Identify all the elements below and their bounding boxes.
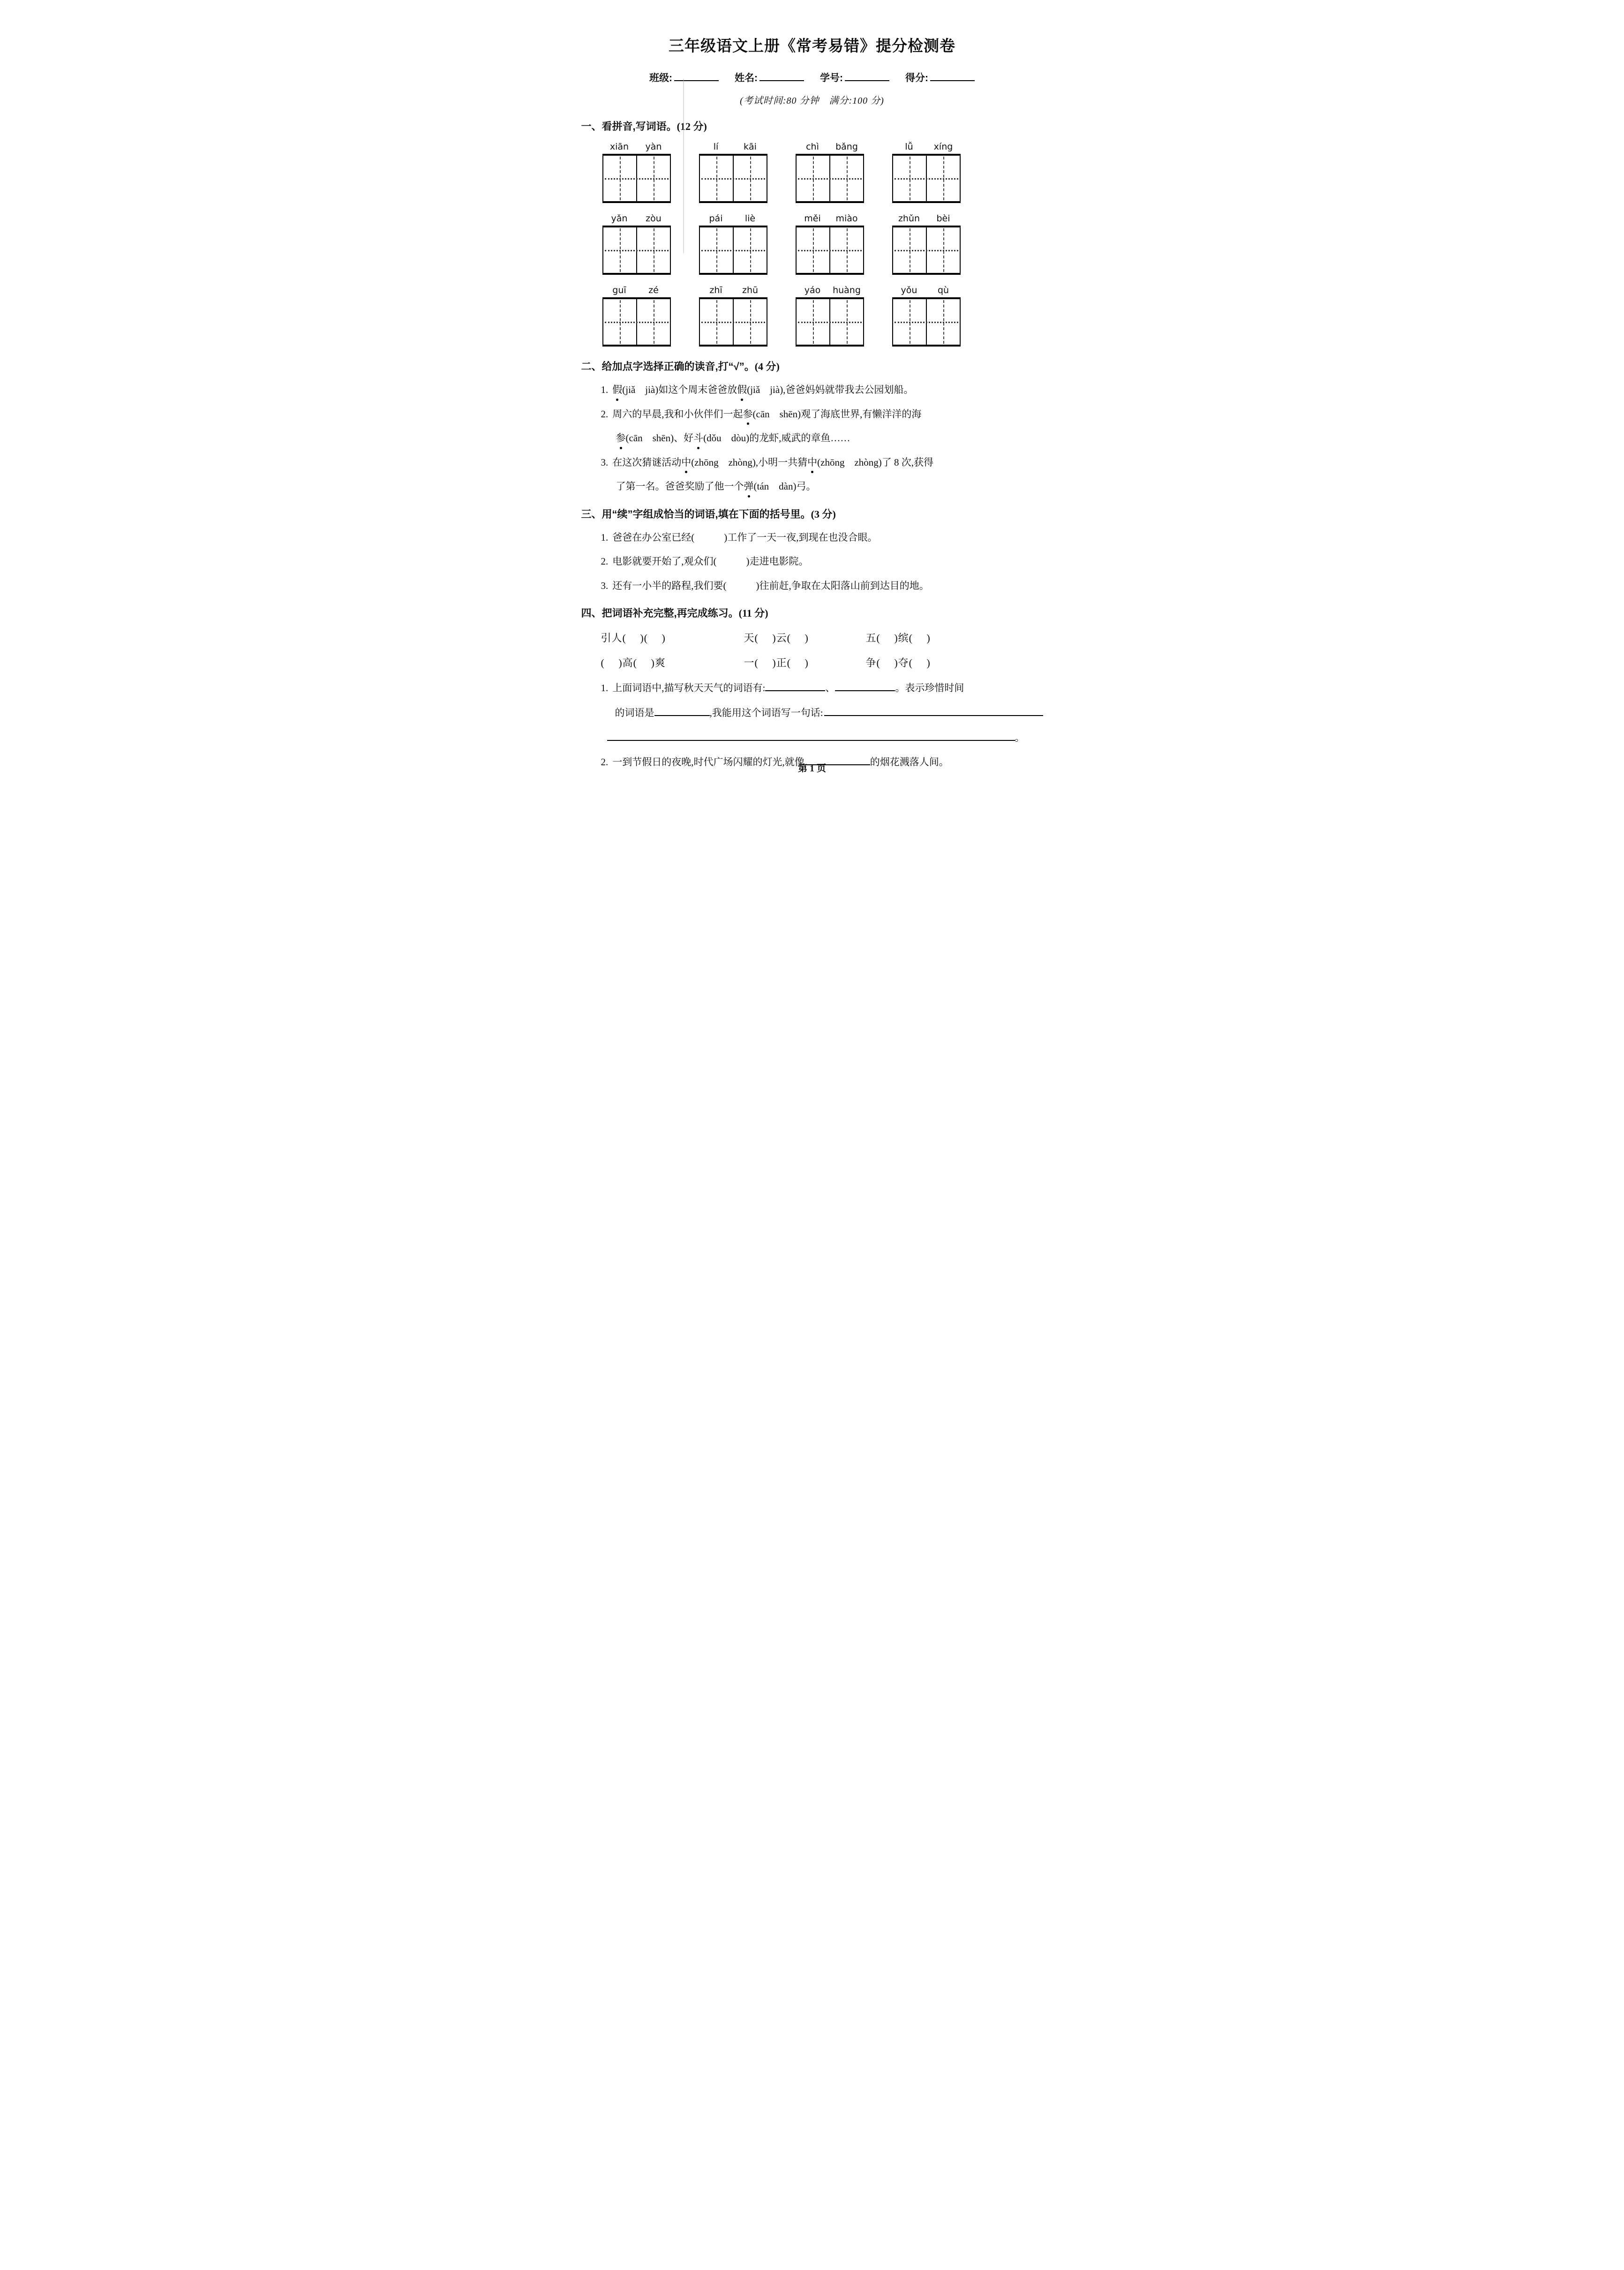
pinyin-group	[699, 142, 767, 203]
pinyin-labels	[892, 285, 961, 295]
item-number: 2.	[601, 556, 609, 567]
item-text: (zhōng zhòng)了 8 次,获得	[817, 456, 934, 468]
item-text: 。表示珍惜时间	[895, 682, 964, 694]
question-item	[601, 554, 1043, 569]
section3-heading-text: 三、用“续”字组成恰当的词语,填在下面的括号里。	[581, 508, 811, 520]
emphasized-char: 参	[616, 430, 626, 446]
student-number-blank[interactable]	[845, 70, 889, 81]
idiom-blank-item: ( )高( )爽	[601, 657, 666, 669]
writing-cell[interactable]	[926, 156, 960, 201]
item-text: 的词语是	[615, 707, 654, 719]
class-field	[649, 70, 719, 84]
student-number-field	[820, 70, 889, 84]
writing-cell[interactable]	[636, 156, 670, 201]
item-text: 了第一名。爸爸奖励了他一个	[616, 481, 744, 492]
pinyin-labels	[602, 213, 671, 224]
emphasized-char: 中	[807, 455, 817, 470]
writing-cell[interactable]	[797, 299, 829, 345]
pinyin-group	[796, 285, 864, 347]
writing-cell[interactable]	[733, 227, 767, 273]
exam-meta: (考试时间:80 分钟 满分:100 分)	[740, 96, 884, 106]
answer-blank[interactable]	[607, 730, 1015, 741]
item-text: 上面词语中,描写秋天天气的词语有:	[612, 682, 766, 694]
item-line	[616, 479, 1043, 494]
writing-cell[interactable]	[797, 227, 829, 273]
pinyin-syllable: yàn	[645, 142, 662, 152]
writing-grid	[892, 154, 961, 203]
item-text: (cān shēn)、好	[625, 432, 694, 444]
pinyin-syllable: zhǔn	[898, 213, 920, 224]
writing-cell[interactable]	[603, 156, 636, 201]
item-text: 。	[1015, 732, 1025, 743]
pinyin-labels	[699, 285, 767, 295]
section2-heading-text: 二、给加点字选择正确的读音,打“√”。	[581, 361, 755, 373]
section1-heading	[581, 119, 1043, 133]
question-item	[581, 407, 1043, 446]
pinyin-group	[602, 285, 671, 347]
section4-heading-text: 四、把词语补充完整,再完成练习。	[581, 607, 739, 619]
class-blank[interactable]	[674, 70, 719, 81]
item-line	[601, 407, 1043, 422]
pinyin-syllable: liè	[744, 213, 756, 224]
pinyin-group	[699, 285, 767, 347]
score-label: 得分:	[905, 73, 928, 84]
item-text: (jiǎ jià)如这个周末爸爸放	[622, 384, 737, 396]
item-text: (zhōng zhòng),小明一共猜	[691, 456, 808, 468]
item-text: ,我能用这个词语写一句话:	[709, 707, 823, 719]
page-title: 三年级语文上册《常考易错》提分检测卷	[669, 38, 955, 55]
writing-cell[interactable]	[603, 299, 636, 345]
writing-grid	[699, 154, 767, 203]
section1-score: (12 分)	[677, 121, 707, 133]
writing-cell[interactable]	[636, 299, 670, 345]
writing-cell[interactable]	[893, 299, 926, 345]
writing-grid	[796, 297, 864, 347]
writing-grid	[699, 226, 767, 275]
pinyin-syllable: yáo	[804, 285, 821, 296]
exam-paper-page	[541, 0, 1083, 788]
pinyin-syllable: xíng	[933, 142, 953, 152]
section4-score: (11 分)	[738, 607, 768, 619]
answer-blank[interactable]	[824, 705, 1043, 716]
idiom-blank-item: 一( )正( )	[744, 657, 809, 669]
pinyin-group	[699, 213, 767, 275]
item-text: 在这次猜谜活动	[612, 456, 682, 468]
pinyin-syllable: pái	[709, 213, 723, 224]
item-text: 爸爸在办公室已经( )工作了一天一夜,到现在也没合眼。	[612, 531, 878, 543]
section3-score: (3 分)	[811, 508, 836, 520]
writing-cell[interactable]	[829, 227, 863, 273]
writing-cell[interactable]	[700, 227, 733, 273]
pinyin-syllable: zhū	[742, 285, 759, 296]
item-text: 周六的早晨,我和小伙伴们一起	[612, 408, 743, 420]
writing-grid	[699, 297, 767, 347]
item-number: 2.	[601, 408, 609, 420]
student-number-label: 学号:	[820, 73, 843, 84]
name-label: 姓名:	[735, 73, 758, 84]
idiom-blank-item: 争( )夺( )	[865, 657, 931, 669]
pinyin-syllable: guī	[612, 285, 626, 296]
writing-grid	[602, 154, 671, 203]
question-item	[601, 530, 1043, 545]
answer-blank[interactable]	[654, 705, 710, 716]
section2-score: (4 分)	[754, 361, 780, 373]
item-text: (cān shēn)观了海底世界,有懒洋洋的海	[752, 408, 922, 420]
pinyin-syllable: bǎng	[835, 142, 858, 152]
writing-cell[interactable]	[829, 299, 863, 345]
pinyin-labels	[699, 213, 767, 224]
writing-cell[interactable]	[893, 156, 926, 201]
pinyin-group	[602, 142, 671, 203]
pinyin-labels	[796, 142, 864, 152]
writing-cell[interactable]	[926, 299, 960, 345]
section3-heading	[581, 506, 1043, 521]
pinyin-syllable: huàng	[833, 285, 861, 296]
idiom-blank-item: 引人( )( )	[601, 632, 666, 644]
section1-heading-text: 一、看拼音,写词语。	[581, 121, 677, 133]
pinyin-syllable: měi	[804, 213, 821, 224]
pinyin-syllable: bèi	[936, 213, 950, 224]
question-item-line	[615, 705, 1043, 721]
item-text: 电影就要开始了,观众们( )走进电影院。	[612, 556, 809, 567]
idiom-row-1	[601, 630, 1043, 645]
emphasized-char: 中	[681, 455, 691, 470]
pinyin-row-1	[602, 142, 1043, 203]
pinyin-syllable: kāi	[744, 142, 757, 152]
item-number: 3.	[601, 456, 609, 468]
writing-cell[interactable]	[603, 227, 636, 273]
item-text: (jiǎ jià),爸爸妈妈就带我去公园划船。	[747, 384, 914, 396]
score-blank[interactable]	[930, 70, 975, 81]
item-text: 的烟花溅落人间。	[870, 756, 949, 768]
item-number: 1.	[601, 384, 609, 396]
item-text: 、	[825, 682, 835, 694]
item-text: 一到节假日的夜晚,时代广场闪耀的灯光,就像	[612, 756, 804, 768]
emphasized-char: 假	[612, 382, 622, 398]
scan-crease-artifact	[683, 79, 684, 253]
emphasized-char: 假	[737, 382, 747, 398]
score-field	[905, 70, 975, 84]
section2-heading	[581, 359, 1043, 373]
name-blank[interactable]	[759, 70, 804, 81]
writing-cell[interactable]	[700, 299, 733, 345]
question-item	[581, 455, 1043, 494]
pinyin-group	[892, 213, 961, 275]
writing-grid	[796, 226, 864, 275]
pinyin-group	[796, 142, 864, 203]
pinyin-labels	[796, 285, 864, 295]
name-field	[735, 70, 804, 84]
writing-cell[interactable]	[797, 156, 829, 201]
pinyin-syllable: yǒu	[901, 285, 917, 296]
writing-grid	[892, 226, 961, 275]
pinyin-labels	[699, 142, 767, 152]
pinyin-row-3	[602, 285, 1043, 347]
pinyin-syllable: xiān	[609, 142, 629, 152]
pinyin-syllable: zòu	[646, 213, 662, 224]
writing-cell[interactable]	[893, 227, 926, 273]
writing-grid	[602, 297, 671, 347]
pinyin-syllable: miào	[835, 213, 858, 224]
item-number: 3.	[601, 580, 609, 591]
question-item-line	[607, 730, 1043, 746]
emphasized-char: 斗	[693, 430, 703, 446]
pinyin-group	[892, 285, 961, 347]
pinyin-labels	[796, 213, 864, 224]
item-line	[601, 455, 1043, 470]
idiom-blank-item: 五( )缤( )	[865, 632, 931, 644]
writing-cell[interactable]	[700, 156, 733, 201]
pinyin-group	[796, 213, 864, 275]
pinyin-syllable: lí	[713, 142, 719, 152]
pinyin-group	[602, 213, 671, 275]
pinyin-group	[892, 142, 961, 203]
item-text: (dǒu dòu)的龙虾,威武的章鱼……	[703, 432, 850, 444]
idiom-row-2	[601, 655, 1043, 670]
pinyin-syllable: zé	[648, 285, 659, 296]
writing-cell[interactable]	[829, 156, 863, 201]
answer-blank[interactable]	[835, 680, 895, 691]
item-text: (tán dàn)弓。	[753, 481, 816, 492]
answer-blank[interactable]	[765, 680, 825, 691]
question-item	[601, 578, 1043, 594]
section4-heading	[581, 605, 1043, 620]
pinyin-syllable: qù	[937, 285, 949, 296]
class-label: 班级:	[649, 73, 672, 84]
item-text: 还有一小半的路程,我们要( )往前赶,争取在太阳落山前到达目的地。	[612, 580, 929, 591]
idiom-blank-item: 天( )云( )	[744, 632, 809, 644]
pinyin-labels	[892, 142, 961, 152]
writing-cell[interactable]	[733, 156, 767, 201]
pinyin-syllable: zhī	[709, 285, 722, 296]
writing-grid	[892, 297, 961, 347]
item-number: 1.	[601, 531, 609, 543]
question-item	[601, 382, 1043, 398]
pinyin-syllable: yǎn	[611, 213, 628, 224]
writing-grid	[602, 226, 671, 275]
item-number: 2.	[601, 756, 609, 768]
question-item-line	[601, 680, 1043, 696]
emphasized-char: 参	[743, 407, 753, 422]
pinyin-syllable: lǚ	[905, 142, 913, 152]
pinyin-labels	[602, 285, 671, 295]
page-footer: 第 1 页	[798, 763, 826, 774]
writing-grid	[796, 154, 864, 203]
item-number: 1.	[601, 682, 609, 694]
writing-cell[interactable]	[926, 227, 960, 273]
item-line	[616, 430, 1043, 446]
student-info-row	[581, 70, 1043, 84]
pinyin-row-2	[602, 213, 1043, 275]
writing-cell[interactable]	[636, 227, 670, 273]
emphasized-char: 弹	[744, 479, 754, 494]
pinyin-syllable: chì	[806, 142, 819, 152]
pinyin-labels	[892, 213, 961, 224]
pinyin-labels	[602, 142, 671, 152]
writing-cell[interactable]	[733, 299, 767, 345]
